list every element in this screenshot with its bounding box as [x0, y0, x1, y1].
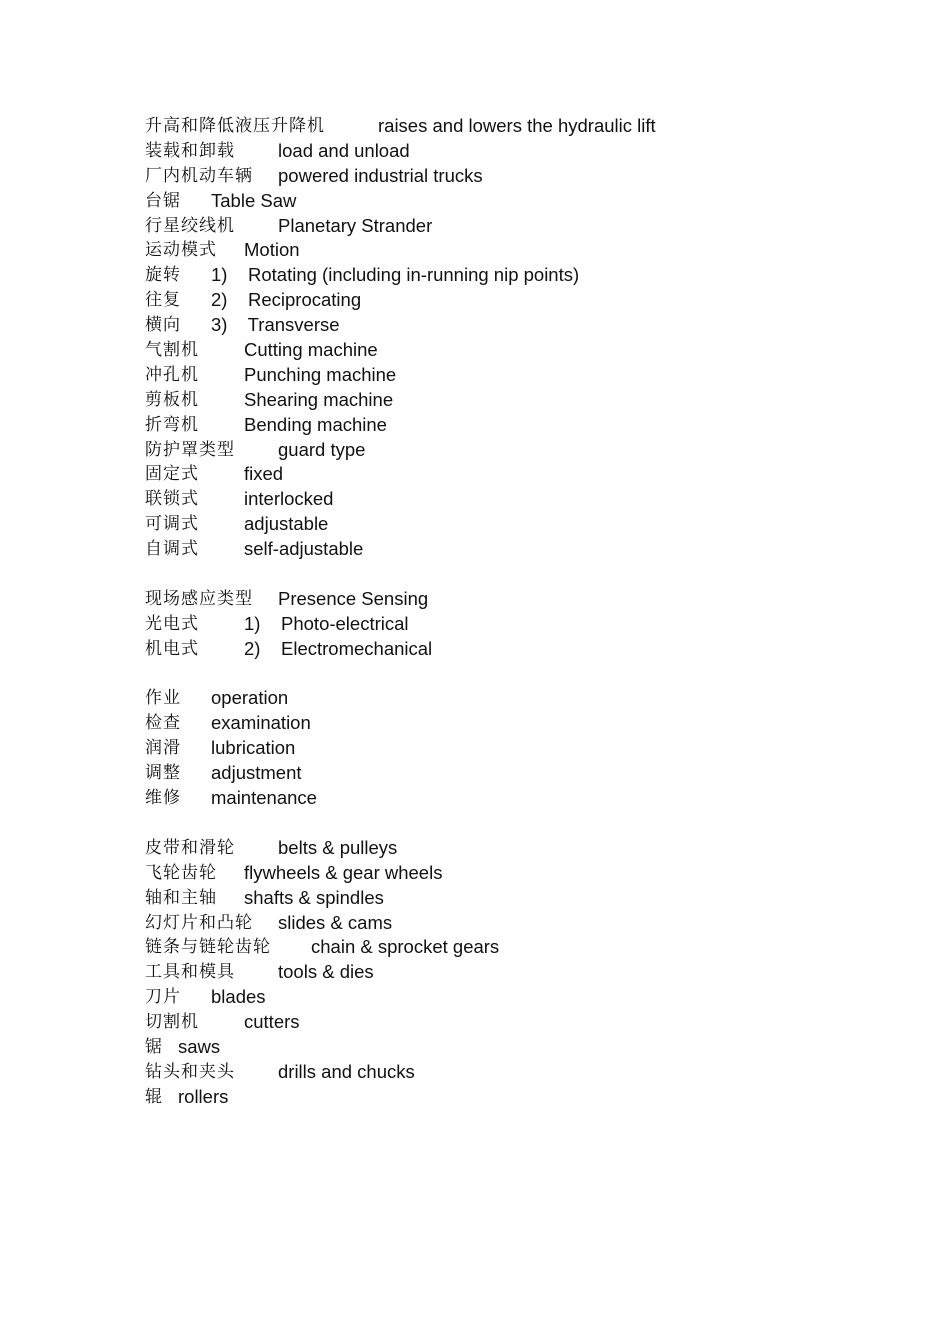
chinese-term: 皮带和滑轮: [145, 837, 235, 858]
glossary-entry: [145, 462, 845, 487]
glossary-entry: [145, 886, 845, 911]
chinese-term: 调整: [145, 763, 181, 784]
glossary-entry: [145, 861, 845, 886]
blank-line: [145, 662, 845, 687]
glossary-entry: [145, 139, 845, 164]
glossary-entry: [145, 935, 845, 960]
english-term: Shearing machine: [244, 388, 394, 410]
chinese-term: 检查: [145, 713, 181, 734]
chinese-term: 联锁式: [145, 489, 199, 510]
chinese-term: 往复: [145, 290, 181, 311]
chinese-term: 自调式: [145, 539, 199, 560]
chinese-term: 作业: [145, 688, 181, 709]
glossary-entry: [145, 587, 845, 612]
english-term: 1) Rotating (including in-running nip points): [211, 264, 580, 286]
english-term: 2) Electromechanical: [244, 637, 433, 659]
glossary-entry: [145, 1085, 845, 1110]
english-term: operation: [211, 687, 289, 709]
glossary-entry: [145, 911, 845, 936]
glossary-entry: [145, 711, 845, 736]
english-term: examination: [211, 712, 311, 734]
chinese-term: 刀片: [145, 987, 181, 1008]
english-term: 2) Reciprocating: [211, 289, 362, 311]
glossary-entry: [145, 164, 845, 189]
chinese-term: 气割机: [145, 340, 199, 361]
chinese-term: 横向: [145, 315, 181, 336]
chinese-term: 轴和主轴: [145, 887, 217, 908]
english-term: raises and lowers the hydraulic lift: [378, 115, 656, 136]
glossary-entry: [145, 238, 845, 263]
chinese-term: 行星绞线机: [145, 215, 235, 236]
chinese-term: 维修: [145, 788, 181, 809]
chinese-term: 防护罩类型: [145, 439, 235, 460]
glossary-entry: [145, 537, 845, 562]
english-term: interlocked: [244, 488, 334, 510]
english-term: rollers: [178, 1085, 229, 1107]
english-term: slides & cams: [278, 911, 393, 933]
chinese-term: 可调式: [145, 514, 199, 535]
english-term: saws: [178, 1035, 221, 1057]
glossary-entry: [145, 1060, 845, 1085]
english-term: Table Saw: [211, 189, 297, 211]
english-term: maintenance: [211, 787, 317, 809]
english-term: shafts & spindles: [244, 886, 384, 908]
english-term: tools & dies: [278, 961, 374, 983]
english-term: load and unload: [278, 139, 410, 161]
english-term: Bending machine: [244, 413, 387, 435]
glossary: [145, 114, 845, 1110]
glossary-entry: [145, 612, 845, 637]
chinese-term: 装载和卸载: [145, 140, 235, 161]
chinese-term: 飞轮齿轮: [145, 862, 217, 883]
chinese-term: 厂内机动车辆: [145, 165, 253, 186]
glossary-entry: [145, 960, 845, 985]
chinese-term: 光电式: [145, 613, 199, 634]
glossary-entry: [145, 1010, 845, 1035]
chinese-term: 辊: [145, 1086, 163, 1107]
chinese-term: 机电式: [145, 638, 199, 659]
glossary-entry: [145, 686, 845, 711]
english-term: Planetary Strander: [278, 214, 433, 236]
english-term: guard type: [278, 438, 366, 460]
glossary-entry: [145, 487, 845, 512]
glossary-entry: [145, 313, 845, 338]
glossary-entry: [145, 338, 845, 363]
chinese-term: 工具和模具: [145, 962, 235, 983]
chinese-term: 剪板机: [145, 389, 199, 410]
chinese-term: 运动模式: [145, 240, 217, 261]
chinese-term: 钻头和夹头: [145, 1061, 235, 1082]
glossary-entry: [145, 985, 845, 1010]
glossary-entry: [145, 761, 845, 786]
english-term: belts & pulleys: [278, 836, 398, 858]
english-term: chain & sprocket gears: [311, 936, 500, 958]
english-term: fixed: [244, 463, 284, 485]
chinese-term: 固定式: [145, 464, 199, 485]
glossary-entry: [145, 114, 845, 139]
glossary-entry: [145, 214, 845, 239]
english-term: drills and chucks: [278, 1060, 415, 1082]
english-term: adjustable: [244, 513, 329, 535]
chinese-term: 现场感应类型: [145, 588, 253, 609]
english-term: lubrication: [211, 737, 296, 759]
glossary-entry: [145, 363, 845, 388]
english-term: flywheels & gear wheels: [244, 861, 443, 883]
glossary-entry: [145, 1035, 845, 1060]
english-term: adjustment: [211, 762, 302, 784]
chinese-term: 折弯机: [145, 414, 199, 435]
english-term: powered industrial trucks: [278, 164, 483, 186]
chinese-term: 升高和降低液压升降机: [145, 116, 325, 136]
english-term: Motion: [244, 239, 300, 261]
english-term: 3) Transverse: [211, 314, 340, 336]
glossary-entry: [145, 637, 845, 662]
english-term: self-adjustable: [244, 538, 364, 560]
chinese-term: 旋转: [145, 265, 181, 286]
glossary-entry: [145, 388, 845, 413]
glossary-entry: [145, 438, 845, 463]
chinese-term: 切割机: [145, 1012, 199, 1033]
glossary-entry: [145, 413, 845, 438]
english-term: Punching machine: [244, 363, 397, 385]
chinese-term: 链条与链轮齿轮: [145, 937, 271, 958]
chinese-term: 幻灯片和凸轮: [145, 912, 253, 933]
glossary-entry: [145, 786, 845, 811]
chinese-term: 台锯: [145, 190, 181, 211]
english-term: Presence Sensing: [278, 587, 429, 609]
chinese-term: 冲孔机: [145, 364, 199, 385]
glossary-entry: [145, 736, 845, 761]
glossary-entry: [145, 263, 845, 288]
english-term: 1) Photo-electrical: [244, 612, 409, 634]
english-term: blades: [211, 986, 266, 1008]
blank-line: [145, 811, 845, 836]
glossary-entry: [145, 189, 845, 214]
chinese-term: 锯: [145, 1036, 163, 1057]
english-term: Cutting machine: [244, 339, 378, 361]
chinese-term: 润滑: [145, 738, 181, 759]
blank-line: [145, 562, 845, 587]
glossary-entry: [145, 288, 845, 313]
glossary-entry: [145, 512, 845, 537]
glossary-entry: [145, 836, 845, 861]
english-term: cutters: [244, 1011, 300, 1033]
